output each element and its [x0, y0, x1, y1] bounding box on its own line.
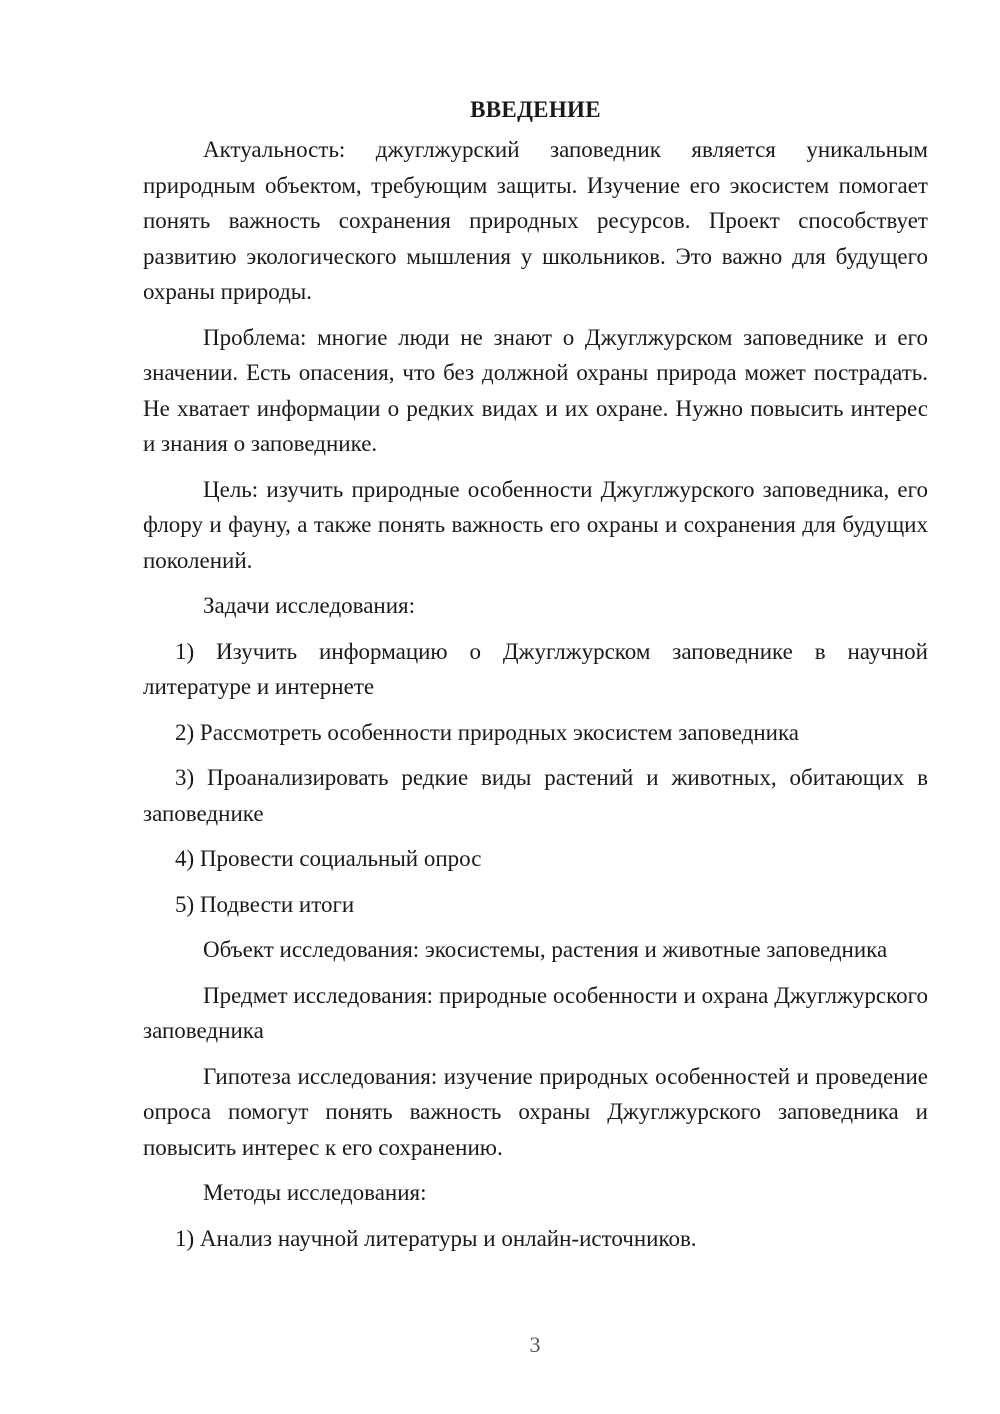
paragraph-hypothesis: Гипотеза исследования: изучение природных особенностей и проведение опроса помогут понять важность охраны Джуглжурского заповедника и повысить интерес к его сохранению.	[143, 1063, 928, 1160]
task-item-1: 1) Изучить информацию о Джуглжурском заповеднике в научной литературе и интернете	[143, 638, 928, 699]
paragraph-methods-title: Методы исследования:	[203, 1180, 427, 1205]
method-item-1: 1) Анализ научной литературы и онлайн-источников.	[175, 1225, 697, 1251]
paragraph-problem: Проблема: многие люди не знают о Джуглжурском заповеднике и его значении. Есть опасения, что без должной охраны природа может пострадать. Не хватает информации о редких видах и их охране. Нужно повысить интерес и знания о заповеднике.	[143, 324, 928, 456]
task-item-3: 3) Проанализировать редкие виды растений и животных, обитающих в заповеднике	[143, 765, 928, 826]
paragraph-subject: Предмет исследования: природные особенности и охрана Джуглжурского заповедника	[143, 982, 928, 1043]
document-page	[143, 92, 928, 1266]
section-heading: ВВЕДЕНИЕ	[470, 97, 601, 122]
paragraph-relevance: Актуальность: джуглжурский заповедник является уникальным природным объектом, требующим защиты. Изучение его экосистем помогает понять важность сохранения природных ресурсов. Проект способствует развитию экологического мышления у школьников. Это важно для будущего охраны природы.	[143, 137, 928, 304]
paragraph-goal: Цель: изучить природные особенности Джуглжурского заповедника, его флору и фауну, а также понять важность его охраны и сохранения для будущих поколений.	[143, 476, 928, 573]
task-item-2: 2) Рассмотреть особенности природных экосистем заповедника	[175, 719, 799, 745]
paragraph-tasks-title: Задачи исследования:	[203, 593, 416, 618]
task-item-5: 5) Подвести итоги	[175, 891, 355, 917]
task-item-4: 4) Провести социальный опрос	[175, 846, 482, 871]
paragraph-object: Объект исследования: экосистемы, растения и животные заповедника	[203, 937, 888, 962]
page-number: 3	[529, 1332, 541, 1357]
